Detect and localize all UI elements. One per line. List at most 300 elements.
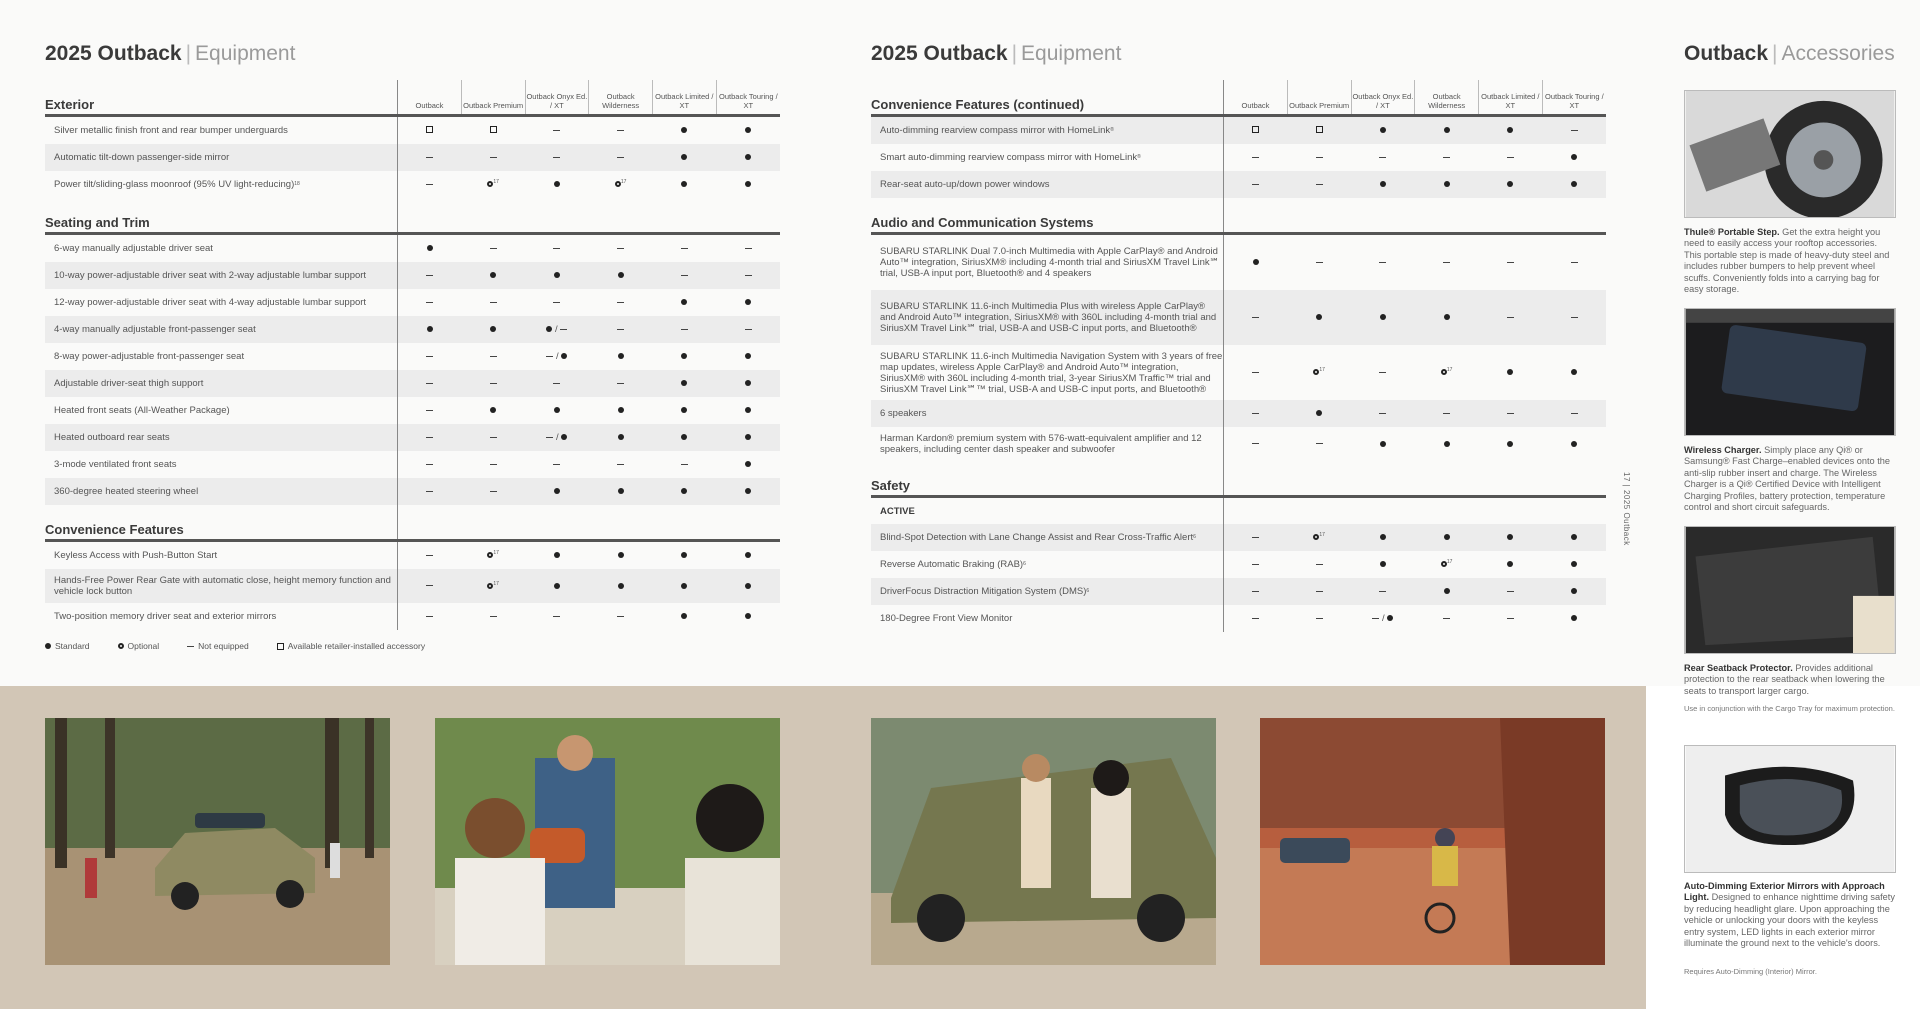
trim-cell: [1224, 427, 1288, 461]
feature-label: Auto-dimming rearview compass mirror with HomeLink: [880, 125, 1111, 136]
trim-cell: [398, 541, 462, 570]
trim-mark: [490, 351, 497, 362]
trim-mark: [553, 243, 560, 254]
accessory-seatback-note: Use in conjunction with the Cargo Tray for maximum protection.: [1684, 704, 1895, 713]
feature-name: [871, 290, 1224, 345]
trim-cell: [1287, 171, 1351, 198]
standard-dot-icon: [745, 461, 751, 467]
feature-label: 12-way power-adjustable driver seat with 4-way adjustable lumbar support: [54, 297, 367, 308]
standard-dot-icon: [1571, 561, 1577, 567]
accessory-mirror-note: Requires Auto-Dimming (Interior) Mirror.: [1684, 967, 1817, 976]
trim-mark: [554, 179, 560, 190]
trim-cell: [1287, 524, 1351, 551]
trim-mark: [1507, 367, 1513, 378]
trim-mark: [553, 459, 560, 470]
trim-cell: [1542, 551, 1606, 578]
trim-cell: [716, 289, 780, 316]
trim-mark: [1443, 152, 1450, 163]
trim-mark: [1507, 152, 1514, 163]
trim-mark: [554, 581, 560, 592]
feature-row: [871, 290, 1606, 345]
standard-dot-icon: [490, 272, 496, 278]
feature-label: 4-way manually adjustable front-passenger seat: [54, 324, 256, 335]
trim-mark: [1252, 152, 1259, 163]
trim-cell: [1224, 290, 1288, 345]
feature-name: [45, 116, 398, 145]
feature-label: Rear-seat auto-up/down power windows: [880, 179, 1050, 190]
trim-mark: [745, 243, 752, 254]
trim-mark: [618, 405, 624, 416]
trim-mark: [617, 459, 624, 470]
dash-icon: [1379, 157, 1386, 158]
trim-mark: [487, 581, 499, 592]
trim-mark: [1507, 532, 1513, 543]
trim-cell: [1542, 290, 1606, 345]
trim-cell: [652, 397, 716, 424]
trim-mark: [1571, 613, 1577, 624]
feature-label: 6 speakers: [880, 408, 927, 419]
trim-cell: [652, 478, 716, 505]
feature-name: [871, 116, 1224, 145]
standard-dot-icon: [618, 434, 624, 440]
trim-cell: [589, 541, 653, 570]
feature-label: 360-degree heated steering wheel: [54, 486, 199, 497]
optional-mark: 17: [1313, 367, 1325, 378]
trim-mark: [618, 550, 624, 561]
trim-mark: [1380, 125, 1386, 136]
dash-icon: [1507, 618, 1514, 619]
trim-mark: [1316, 179, 1323, 190]
trim-column-header: Outback Wilderness: [1415, 80, 1479, 116]
seatback-protector-image: [1684, 526, 1896, 654]
feature-name: [45, 478, 398, 505]
feature-name: [45, 289, 398, 316]
trim-mark: [554, 486, 560, 497]
section-header: [871, 198, 1606, 234]
trim-cell: [589, 451, 653, 478]
dash-icon: [553, 130, 560, 131]
trim-mark: [681, 486, 687, 497]
trim-mark: [426, 270, 433, 281]
trim-cell: [461, 451, 525, 478]
trim-mark: [490, 611, 497, 622]
feature-label: 3-mode ventilated front seats: [54, 459, 177, 470]
trim-mark: [1571, 439, 1577, 450]
feature-row: [45, 541, 780, 570]
trim-mark: [426, 351, 433, 362]
trim-mark: [681, 432, 687, 443]
feature-name: [871, 578, 1224, 605]
trim-cell: [1224, 551, 1288, 578]
standard-dot-icon: [681, 154, 687, 160]
feature-label: Reverse Automatic Braking (RAB): [880, 559, 1024, 570]
feature-row: [45, 144, 780, 171]
trim-cell: [1478, 400, 1542, 427]
trim-mark: [1443, 408, 1450, 419]
trim-mark: [681, 270, 688, 281]
standard-dot-icon: [745, 488, 751, 494]
trim-mark: [1316, 586, 1323, 597]
standard-dot-icon: [1507, 369, 1513, 375]
wireless-charger-image: [1684, 308, 1896, 436]
trim-cell: [652, 171, 716, 198]
standard-dot-icon: [1380, 181, 1386, 187]
trim-mark: [1379, 586, 1386, 597]
trim-cell: [1351, 605, 1415, 632]
trim-cell: [461, 144, 525, 171]
trim-column-header: Outback Limited / XT: [1478, 80, 1542, 116]
trim-cell: [525, 569, 589, 603]
trim-mark: [1507, 257, 1514, 268]
trim-cell: [1415, 551, 1479, 578]
feature-label: Two-position memory driver seat and exterior mirrors: [54, 611, 277, 622]
dash-icon: [426, 410, 433, 411]
standard-dot-icon: [45, 643, 51, 649]
feature-label: Smart auto-dimming rearview compass mirror with HomeLink: [880, 152, 1138, 163]
trim-mark: [617, 378, 624, 389]
trim-cell: [525, 424, 589, 451]
dash-icon: [426, 491, 433, 492]
trim-mark: [617, 611, 624, 622]
square-icon: [490, 126, 497, 133]
trim-mark: [1380, 559, 1386, 570]
trim-column-header: Outback Wilderness: [589, 80, 653, 116]
trim-cell: [1415, 605, 1479, 632]
dash-icon: [426, 437, 433, 438]
standard-dot-icon: [1380, 127, 1386, 133]
dash-icon: [1507, 317, 1514, 318]
standard-dot-icon: [427, 326, 433, 332]
trim-cell: [525, 478, 589, 505]
dash-icon: [490, 437, 497, 438]
trim-cell: [1415, 144, 1479, 171]
dash-icon: [560, 329, 567, 330]
trim-cell: [716, 424, 780, 451]
feature-name: [871, 605, 1224, 632]
trim-mark: [1571, 367, 1577, 378]
dash-icon: [490, 491, 497, 492]
trim-cell: [461, 343, 525, 370]
dash-icon: [553, 248, 560, 249]
trim-mark: /: [1372, 613, 1393, 624]
trim-cell: [1415, 578, 1479, 605]
trim-mark: [426, 581, 433, 592]
standard-dot-icon: [681, 353, 687, 359]
dash-icon: [617, 383, 624, 384]
trim-cell: [1478, 234, 1542, 291]
standard-dot-icon: [1444, 127, 1450, 133]
dash-icon: [681, 248, 688, 249]
subsection-title: ACTIVE: [880, 505, 915, 517]
trim-column-header: Outback Premium: [461, 80, 525, 116]
trim-mark: [1507, 125, 1513, 136]
feature-label: Heated front seats (All-Weather Package): [54, 405, 230, 416]
dash-icon: [1571, 262, 1578, 263]
dash-icon: [1443, 157, 1450, 158]
dash-icon: [1316, 184, 1323, 185]
trim-cell: [398, 234, 462, 263]
trim-mark: [681, 550, 687, 561]
trim-cell: [589, 171, 653, 198]
dash-icon: [553, 464, 560, 465]
trim-cell: [1224, 524, 1288, 551]
standard-dot-icon: [681, 299, 687, 305]
dash-icon: [1379, 262, 1386, 263]
trim-cell: [398, 171, 462, 198]
feature-row: [45, 424, 780, 451]
trim-cell: [1542, 345, 1606, 400]
feature-name: [871, 144, 1224, 171]
trim-mark: /: [546, 432, 567, 443]
optional-mark: 17: [1441, 367, 1453, 378]
feature-name: [45, 397, 398, 424]
trim-cell: [716, 234, 780, 263]
trim-cell: [652, 370, 716, 397]
dash-icon: [1571, 130, 1578, 131]
trim-mark: [1571, 179, 1577, 190]
standard-dot-icon: [1507, 181, 1513, 187]
feature-name: [871, 427, 1224, 461]
trim-cell: [1287, 427, 1351, 461]
standard-dot-icon: [618, 353, 624, 359]
standard-dot-icon: [490, 326, 496, 332]
feature-row: [45, 451, 780, 478]
trim-cell: [461, 316, 525, 343]
trim-mark: [490, 432, 497, 443]
standard-dot-icon: [1444, 314, 1450, 320]
section-header: [871, 80, 1606, 116]
trim-mark: [1507, 408, 1514, 419]
standard-dot-icon: [681, 613, 687, 619]
trim-mark: [1380, 439, 1386, 450]
feature-name: [871, 345, 1224, 400]
feature-name: [45, 343, 398, 370]
trim-mark: [1252, 179, 1259, 190]
trim-cell: [1478, 171, 1542, 198]
feature-label: 180-Degree Front View Monitor: [880, 613, 1013, 624]
trim-cell: [525, 343, 589, 370]
trim-cell: [398, 603, 462, 630]
page-number: 17 | 2025 Outback: [1622, 472, 1631, 546]
trim-mark: [617, 152, 624, 163]
trim-mark: [1252, 559, 1259, 570]
dash-icon: [1252, 443, 1259, 444]
trim-cell: [716, 171, 780, 198]
trim-mark: [1444, 312, 1450, 323]
trim-column-header: Outback Onyx Ed. / XT: [1351, 80, 1415, 116]
trim-cell: [1287, 578, 1351, 605]
trim-cell: [398, 289, 462, 316]
trim-mark: [1441, 559, 1453, 570]
legend-optional: Optional: [118, 641, 160, 651]
trim-cell: [525, 541, 589, 570]
dash-icon: [745, 329, 752, 330]
trim-mark: [1571, 257, 1578, 268]
feature-name: [871, 551, 1224, 578]
dash-icon: [617, 130, 624, 131]
standard-dot-icon: [1507, 534, 1513, 540]
standard-dot-icon: [681, 127, 687, 133]
trim-mark: [681, 179, 687, 190]
standard-dot-icon: [745, 552, 751, 558]
photo-campsite-car: [45, 718, 390, 965]
feature-name: [45, 370, 398, 397]
trim-mark: [427, 243, 433, 254]
trim-mark: [427, 324, 433, 335]
dash-icon: [681, 329, 688, 330]
standard-dot-icon: [1571, 154, 1577, 160]
trim-mark: [1571, 408, 1578, 419]
standard-dot-icon: [745, 154, 751, 160]
footnote-ref: ®: [1137, 154, 1141, 160]
dash-icon: [1252, 537, 1259, 538]
trim-mark: [1316, 408, 1322, 419]
trim-cell: [1542, 427, 1606, 461]
dash-icon: [426, 184, 433, 185]
trim-mark: [618, 270, 624, 281]
trim-mark: /: [546, 324, 567, 335]
footnote-ref: 6: [1086, 588, 1090, 594]
dash-icon: [617, 248, 624, 249]
trim-mark: [426, 179, 433, 190]
dash-icon: [1379, 591, 1386, 592]
trim-cell: [1415, 427, 1479, 461]
photo-mountain-bike: [1260, 718, 1605, 965]
trim-cell: [1542, 524, 1606, 551]
feature-row: [871, 605, 1606, 632]
footnote-ref: 6: [1023, 561, 1026, 567]
dash-icon: [1316, 443, 1323, 444]
trim-cell: [1478, 524, 1542, 551]
trim-cell: [1224, 144, 1288, 171]
trim-mark: [1379, 367, 1386, 378]
dash-icon: [1507, 591, 1514, 592]
dash-icon: [1252, 618, 1259, 619]
trim-cell: [1224, 116, 1288, 145]
standard-dot-icon: [618, 552, 624, 558]
trim-cell: [589, 343, 653, 370]
trim-cell: [525, 316, 589, 343]
legend-not-equipped: Not equipped: [187, 641, 249, 651]
optional-mark: 17: [615, 179, 627, 190]
trim-cell: [589, 116, 653, 145]
trim-mark: [1252, 312, 1259, 323]
trim-cell: [1478, 345, 1542, 400]
trim-cell: [1287, 234, 1351, 291]
dash-icon: [1379, 372, 1386, 373]
feature-name: [45, 424, 398, 451]
trim-cell: [525, 234, 589, 263]
dash-icon: [1379, 413, 1386, 414]
dash-icon: [426, 585, 433, 586]
dash-icon: [490, 157, 497, 158]
trim-mark: [745, 179, 751, 190]
standard-dot-icon: [554, 272, 560, 278]
dash-icon: [426, 275, 433, 276]
trim-cell: [1224, 605, 1288, 632]
trim-cell: [589, 478, 653, 505]
accessory-seatback-protector: Rear Seatback Protector. Provides additional protection to the rear seatback when lowering the seats to transport larger cargo.: [1684, 663, 1885, 696]
dash-icon: [426, 383, 433, 384]
dash-icon: [1252, 157, 1259, 158]
trim-cell: [716, 569, 780, 603]
accessory-thule: Thule® Portable Step. Get the extra height you need to easily access your rooftop accessories. This portable step is made of heavy-duty steel and includes rubber bumpers to help prevent wheel scuffs. Conveniently folds into a carrying bag for easy storage.: [1684, 227, 1890, 295]
trim-mark: /: [546, 351, 567, 362]
standard-dot-icon: [681, 488, 687, 494]
dash-icon: [426, 616, 433, 617]
trim-cell: [1415, 234, 1479, 291]
trim-mark: [681, 297, 687, 308]
standard-dot-icon: [681, 380, 687, 386]
trim-mark: [1379, 152, 1386, 163]
feature-name: [871, 171, 1224, 198]
trim-column-header: Outback Premium: [1287, 80, 1351, 116]
feature-name: [45, 234, 398, 263]
standard-dot-icon: [1380, 534, 1386, 540]
standard-dot-icon: [1444, 588, 1450, 594]
standard-dot-icon: [745, 407, 751, 413]
feature-name: [871, 234, 1224, 291]
trim-mark: [681, 405, 687, 416]
standard-dot-icon: [1316, 314, 1322, 320]
feature-row: [45, 343, 780, 370]
trim-cell: [461, 541, 525, 570]
trim-mark: [1252, 613, 1259, 624]
trim-mark: [1316, 125, 1323, 136]
dash-icon: [1316, 262, 1323, 263]
subsection-header: [871, 497, 1606, 525]
trim-cell: [1351, 171, 1415, 198]
dash-icon: [681, 464, 688, 465]
trim-cell: [461, 370, 525, 397]
trim-cell: [461, 171, 525, 198]
optional-mark: 17: [487, 581, 499, 592]
trim-cell: [461, 478, 525, 505]
trim-cell: [652, 262, 716, 289]
dash-icon: [1252, 372, 1259, 373]
standard-dot-icon: [561, 353, 567, 359]
trim-mark: [487, 179, 499, 190]
dash-icon: [490, 248, 497, 249]
standard-dot-icon: [490, 407, 496, 413]
thule-step-image: [1684, 90, 1896, 218]
dash-icon: [1316, 157, 1323, 158]
trim-cell: [1287, 605, 1351, 632]
trim-mark: [1252, 532, 1259, 543]
trim-mark: [1441, 367, 1453, 378]
standard-dot-icon: [1507, 561, 1513, 567]
dash-icon: [1571, 413, 1578, 414]
trim-cell: [1415, 116, 1479, 145]
trim-cell: [1224, 345, 1288, 400]
trim-mark: [1571, 312, 1578, 323]
trim-cell: [398, 370, 462, 397]
trim-mark: [1380, 179, 1386, 190]
standard-dot-icon: [1316, 410, 1322, 416]
optional-mark: 17: [1313, 532, 1325, 543]
trim-cell: [589, 370, 653, 397]
standard-dot-icon: [1380, 314, 1386, 320]
trim-mark: [1380, 312, 1386, 323]
section-title: Exterior: [45, 80, 398, 116]
trim-mark: [553, 378, 560, 389]
trim-cell: [461, 603, 525, 630]
feature-label: 6-way manually adjustable driver seat: [54, 243, 213, 254]
feature-row: [45, 397, 780, 424]
trim-mark: [745, 125, 751, 136]
trim-cell: [716, 397, 780, 424]
trim-cell: [589, 234, 653, 263]
